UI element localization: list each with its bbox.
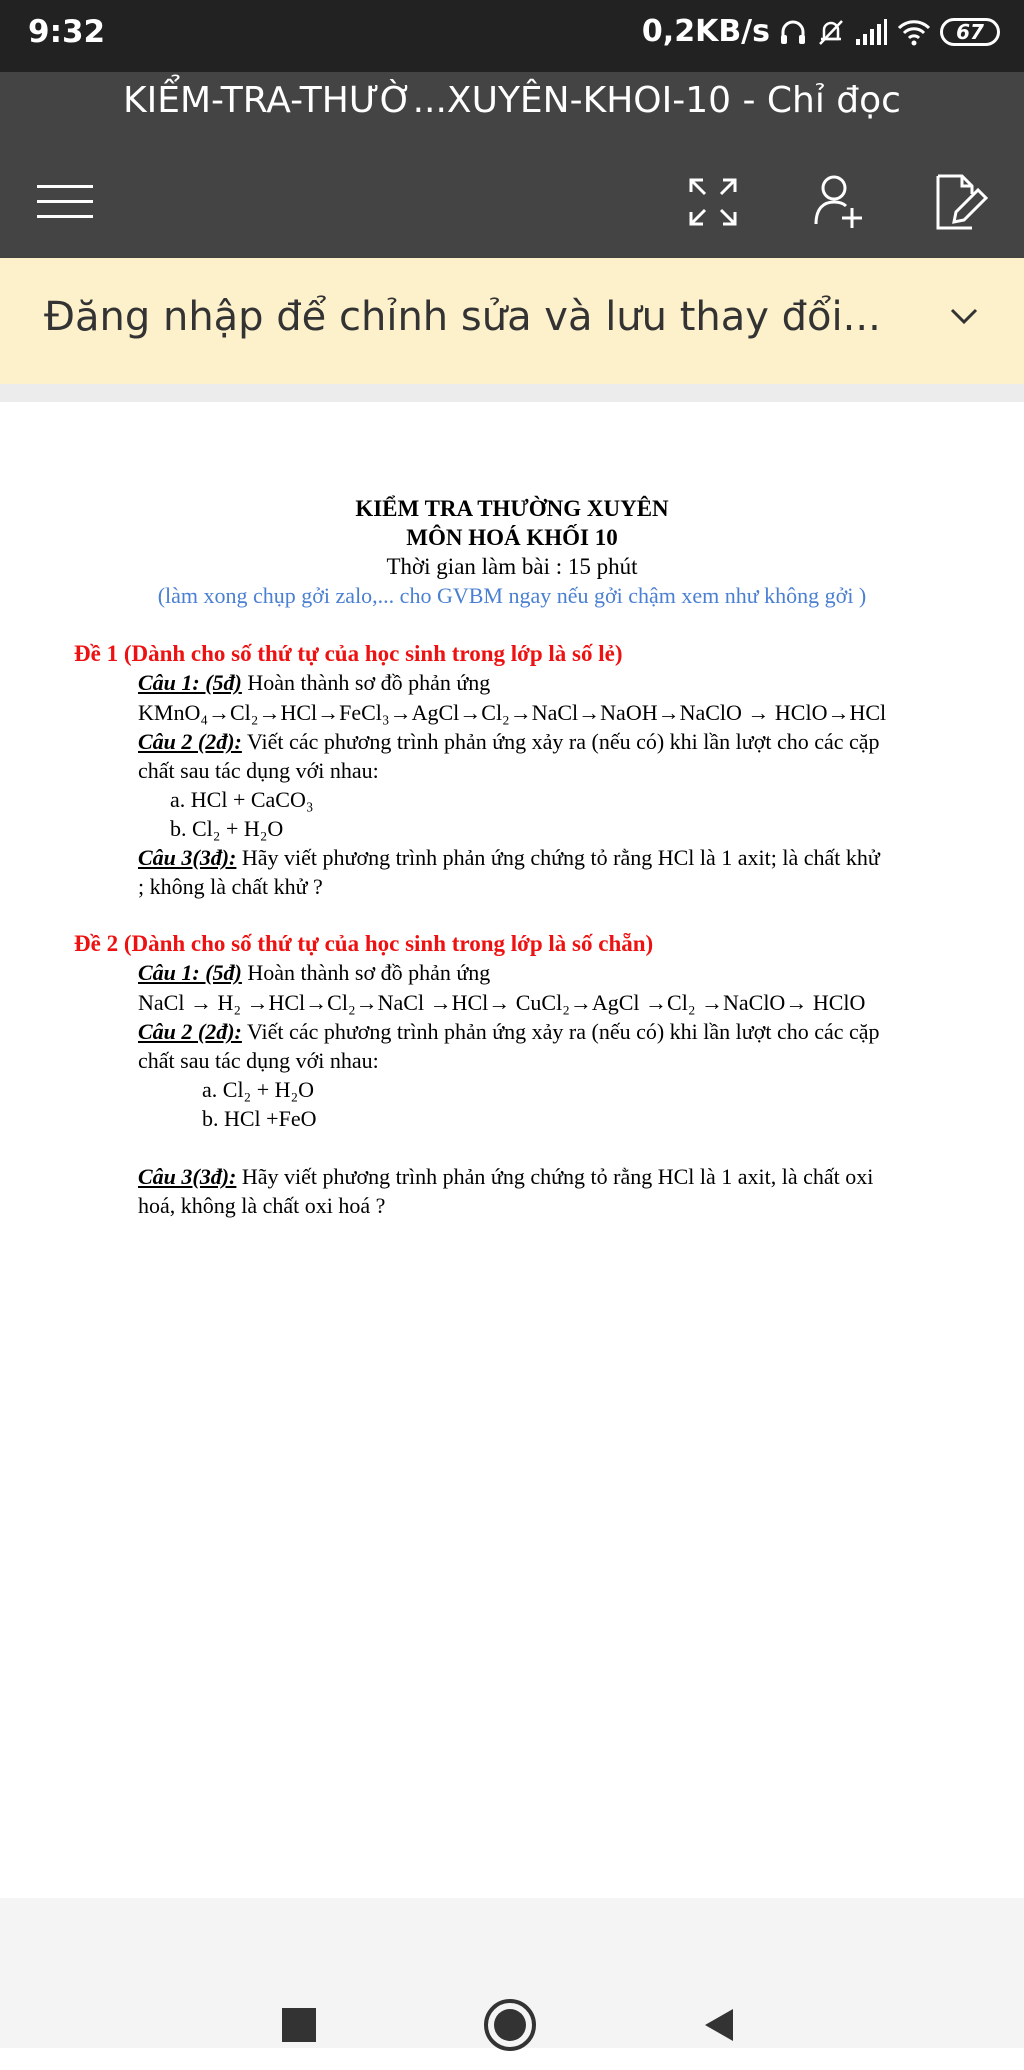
doc-time: Thời gian làm bài : 15 phút [386,554,638,579]
expand-icon [687,176,739,228]
de1-q1-chain: KMnO₄→Cl₂→HCl→FeCl₃→AgCl→Cl₂→NaCl→NaOH→NaClO → HClO→HCl [138,700,887,725]
headphones-icon [778,17,808,47]
signin-banner[interactable] [0,258,1024,384]
de1-q3-text: Hãy viết phương trình phản ứng chứng tỏ rằng HCl là 1 axit; là chất khử [236,845,880,870]
muted-bell-icon [816,17,846,47]
banner-text: Đăng nhập để chỉnh sửa và lưu thay đổi... [44,294,881,340]
doc-title-2: MÔN HOÁ KHỐI 10 [406,525,618,550]
edit-document-icon [932,172,988,232]
de2-q2 [138,1019,880,1045]
de2-q2-option-a: a. Cl₂ + H₂O [202,1077,315,1102]
back-icon [699,2005,739,2045]
de2-q2-text-2: chất sau tác dụng với nhau: [138,1048,379,1073]
de1-heading: Đề 1 (Dành cho số thứ tự của học sinh trong lớp là số lẻ) [74,641,623,666]
de1-q1 [138,670,490,696]
status-bar [0,0,1024,72]
de2-q1 [138,960,490,986]
battery-icon: 67 [940,18,1000,46]
chevron-down-icon[interactable] [946,298,982,338]
de1-q3-text-2: ; không là chất khử ? [138,874,323,899]
de1-q2-text: Viết các phương trình phản ứng xảy ra (nếu có) khi lần lượt cho các cặp [241,729,880,754]
wifi-icon [896,17,932,47]
de2-q3-text-2: hoá, không là chất oxi hoá ? [138,1193,386,1218]
signal-icon [854,17,888,47]
de1-q2 [138,729,880,755]
de2-q3 [138,1164,873,1190]
recent-apps-icon [279,2005,319,2045]
app-bar [0,72,1024,258]
menu-button[interactable] [25,162,105,242]
fullscreen-button[interactable] [673,162,753,242]
net-speed: 0,2KB/s [641,14,770,49]
page-separator [0,384,1024,402]
recent-apps-button[interactable] [254,1980,344,2070]
de2-q2-label: Câu 2 (2đ): [138,1019,242,1044]
de2-q3-label: Câu 3(3đ): [138,1164,237,1189]
document-page [0,402,1024,1898]
share-button[interactable] [800,162,880,242]
de2-q2-option-b: b. HCl +FeO [202,1106,317,1131]
de1-q3-label: Câu 3(3đ): [138,845,237,870]
home-button[interactable] [465,1980,555,2070]
status-time: 9:32 [28,14,106,50]
de2-q1-label: Câu 1: (5đ) [138,960,242,985]
de1-q1-label: Câu 1: (5đ) [138,670,242,695]
de2-q3-text: Hãy viết phương trình phản ứng chứng tỏ rằng HCl là 1 axit, là chất oxi [236,1164,874,1189]
status-icons [642,14,1000,49]
de2-heading: Đề 2 (Dành cho số thứ tự của học sinh trong lớp là số chẵn) [74,931,654,956]
de2-q1-text: Hoàn thành sơ đồ phản ứng [241,960,491,985]
doc-note: (làm xong chụp gởi zalo,... cho GVBM ngay nếu gởi chậm xem như không gởi ) [157,583,867,608]
doc-title-1: KIỂM TRA THƯỜNG XUYÊN [355,496,669,521]
document-title: KIỂM-TRA-THƯỜ...XUYÊN-KHOI-10 - Chỉ đọc [123,80,901,121]
nav-bar [0,1898,1024,2048]
de1-q2-text-2: chất sau tác dụng với nhau: [138,758,379,783]
back-button[interactable] [674,1980,764,2070]
menu-icon [35,182,95,222]
add-person-icon [810,172,870,232]
de1-q1-text: Hoàn thành sơ đồ phản ứng [241,670,491,695]
de1-q3 [138,845,880,871]
edit-button[interactable] [920,162,1000,242]
de1-q2-label: Câu 2 (2đ): [138,729,242,754]
home-icon [482,1997,538,2053]
de2-q2-text: Viết các phương trình phản ứng xảy ra (nếu có) khi lần lượt cho các cặp [241,1019,880,1044]
de1-q2-option-b: b. Cl₂ + H₂O [170,816,284,841]
de2-q1-chain: NaCl → H₂ →HCl→Cl₂→NaCl →HCl→ CuCl₂→AgCl →Cl₂ →NaClO→ HClO [138,990,866,1015]
de1-q2-option-a: a. HCl + CaCO₃ [170,787,314,812]
